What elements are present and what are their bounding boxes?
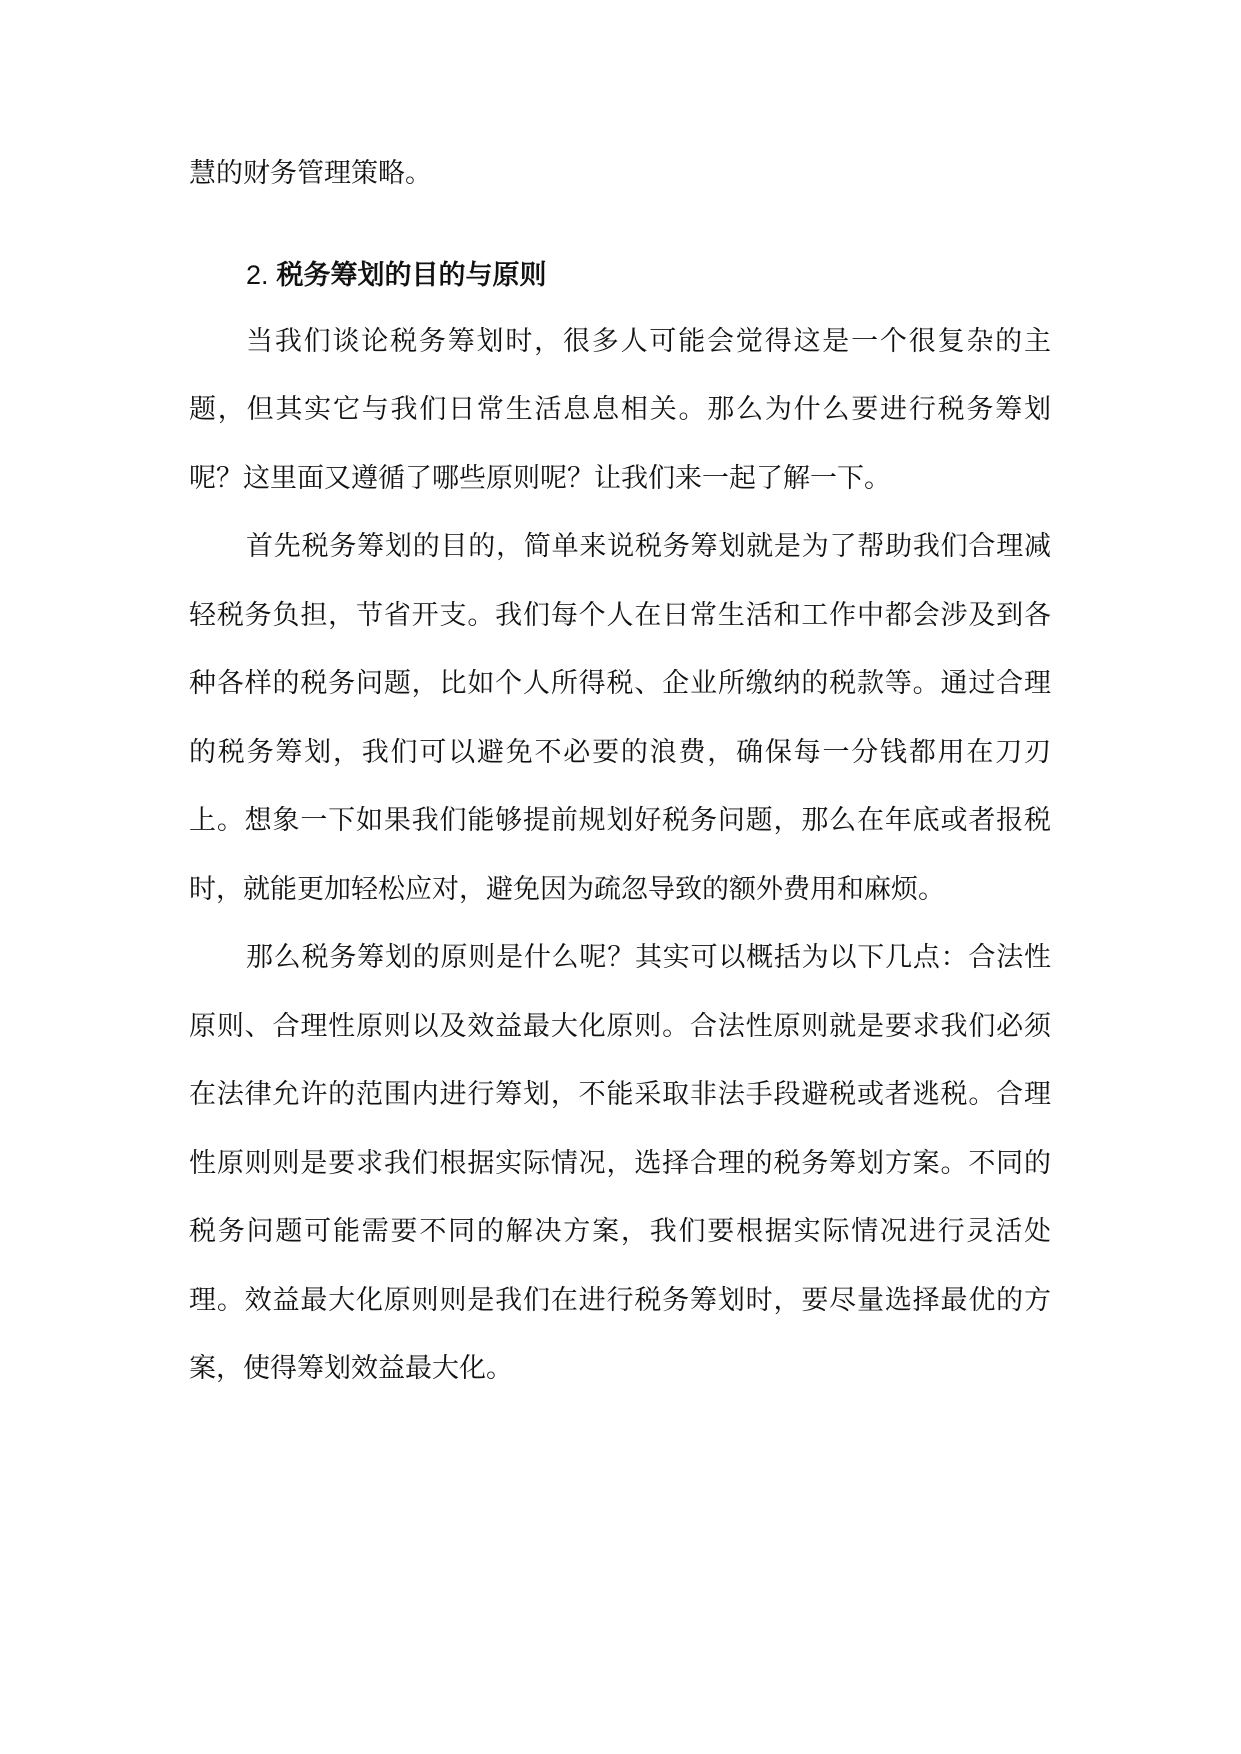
paragraph-intro: 当我们谈论税务筹划时，很多人可能会觉得这是一个很复杂的主题，但其实它与我们日常生活息息相关。那么为什么要进行税务筹划呢？这里面又遵循了哪些原则呢？让我们来一起了解一下。 <box>189 325 1051 494</box>
paragraph-purpose: 首先税务筹划的目的，简单来说税务筹划就是为了帮助我们合理减轻税务负担，节省开支。我们每个人在日常生活和工作中都会涉及到各种各样的税务问题，比如个人所得税、企业所缴纳的税款等。通过合理的税务筹划，我们可以避免不必要的浪费，确保每一分钱都用在刀刃上。想象一下如果我们能够提前规划好税务问题，那么在年底或者报税时，就能更加轻松应对，避免因为疏忽导致的额外费用和麻烦。 <box>189 531 1051 905</box>
section-heading <box>189 251 1051 300</box>
paragraph-principles: 那么税务筹划的原则是什么呢？其实可以概括为以下几点：合法性原则、合理性原则以及效益最大化原则。合法性原则就是要求我们必须在法律允许的范围内进行筹划，不能采取非法手段避税或者逃税。合理性原则则是要求我们根据实际情况，选择合理的税务筹划方案。不同的税务问题可能需要不同的解决方案，我们要根据实际情况进行灵活处理。效益最大化原则则是我们在进行税务筹划时，要尽量选择最优的方案，使得筹划效益最大化。 <box>189 942 1051 1384</box>
section-title: 税务筹划的目的与原则 <box>276 259 547 291</box>
page-content <box>189 140 1051 1404</box>
section-number: 2. <box>246 259 269 290</box>
continuation-text: 慧的财务管理策略。 <box>189 158 432 189</box>
